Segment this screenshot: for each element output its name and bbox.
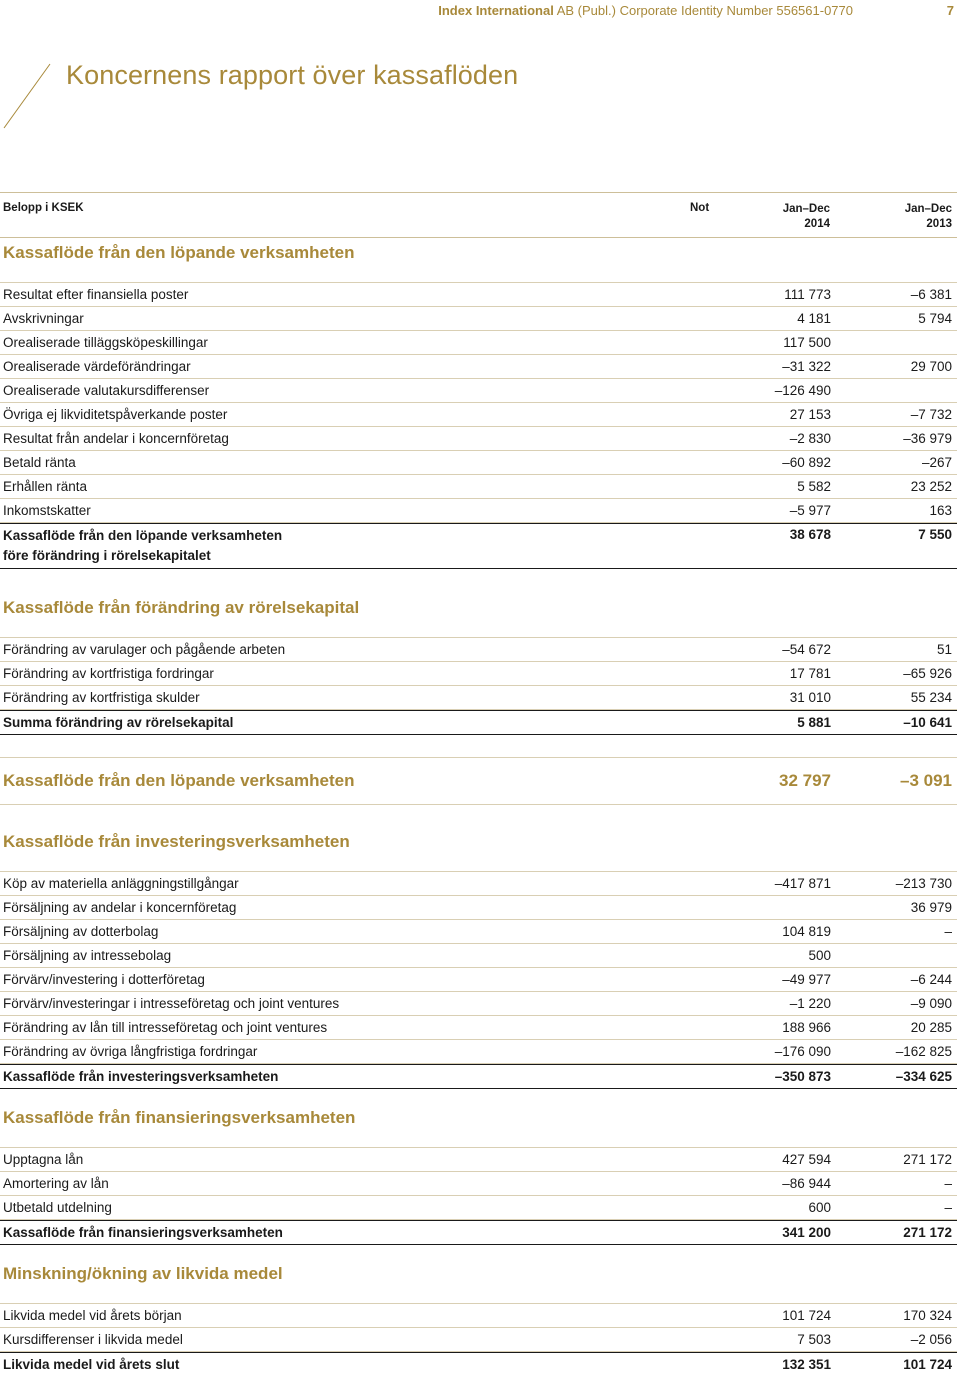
value-2014: 341 200 — [782, 1225, 831, 1240]
section-title-working-capital: Kassaflöde från förändring av rörelsekapital — [0, 593, 957, 638]
operating-rows — [0, 283, 957, 523]
value-2013: –9 090 — [910, 996, 952, 1011]
row-label: Erhållen ränta — [3, 479, 88, 494]
row-label: Förändring av övriga långfristiga fordringar — [3, 1044, 258, 1059]
value-2014: 104 819 — [782, 924, 831, 939]
table-row — [0, 427, 957, 451]
investing-total-row — [0, 1064, 957, 1089]
value-2014: 132 351 — [782, 1357, 831, 1372]
column-2014-period: Jan–Dec — [782, 203, 830, 215]
operating-subtotal-row — [0, 523, 957, 569]
value-2013: 23 252 — [910, 479, 952, 494]
value-2014: –60 892 — [782, 455, 831, 470]
table-row — [0, 944, 957, 968]
value-2013: 55 234 — [910, 690, 952, 705]
table-row — [0, 896, 957, 920]
value-2013: 29 700 — [910, 359, 952, 374]
row-label: Förändring av lån till intresseföretag och joint ventures — [3, 1020, 328, 1035]
table-row — [0, 451, 957, 475]
company-id: AB (Publ.) Corporate Identity Number 556561-0770 — [553, 3, 853, 18]
value-2014: –417 871 — [774, 876, 831, 891]
value-2014: 17 781 — [789, 666, 831, 681]
value-2013: –6 244 — [910, 972, 952, 987]
table-row — [0, 638, 957, 662]
value-2014: 4 181 — [797, 311, 831, 326]
table-row — [0, 283, 957, 307]
value-2014: 38 678 — [789, 527, 831, 542]
table-row — [0, 872, 957, 896]
section-title-financing: Kassaflöde från finansieringsverksamheten — [0, 1103, 957, 1148]
value-2013: –267 — [921, 455, 952, 470]
row-label: Förvärv/investeringar i intresseföretag och joint ventures — [3, 996, 340, 1011]
table-row — [0, 686, 957, 710]
value-2013: –334 625 — [895, 1069, 952, 1084]
investing-rows — [0, 872, 957, 1064]
value-2014: 32 797 — [779, 771, 831, 790]
value-2014: 101 724 — [782, 1308, 831, 1323]
row-label: Inkomstskatter — [3, 503, 91, 518]
value-2014: 7 503 — [797, 1332, 831, 1347]
value-2014: 427 594 — [782, 1152, 831, 1167]
subtotal-label-line1: Kassaflöde från den löpande verksamheten — [3, 528, 283, 543]
value-2014: –5 977 — [789, 503, 831, 518]
table-row — [0, 499, 957, 523]
row-label: Övriga ej likviditetspåverkande poster — [3, 407, 228, 422]
value-2013: 101 724 — [903, 1357, 952, 1372]
page-number: 7 — [946, 3, 954, 18]
row-label: Kassaflöde från investeringsverksamheten — [3, 1069, 279, 1084]
company-line — [438, 3, 853, 18]
table-row — [0, 475, 957, 499]
value-2013: 163 — [929, 503, 952, 518]
column-2013 — [905, 202, 952, 232]
table-row — [0, 968, 957, 992]
financing-rows — [0, 1148, 957, 1220]
row-label: Kassaflöde från finansieringsverksamheten — [3, 1225, 283, 1240]
value-2013: – — [944, 924, 952, 939]
cash-flow-statement — [0, 192, 957, 1376]
column-2014-year: 2014 — [804, 218, 830, 230]
value-2014: 188 966 — [782, 1020, 831, 1035]
row-label: Orealiserade värdeförändringar — [3, 359, 191, 374]
value-2013: 5 794 — [918, 311, 952, 326]
table-row — [0, 1040, 957, 1064]
row-label: Amortering av lån — [3, 1176, 109, 1191]
row-label: Avskrivningar — [3, 311, 84, 326]
table-row — [0, 1172, 957, 1196]
cash-total-row — [0, 1352, 957, 1376]
amount-unit-label: Belopp i KSEK — [3, 202, 84, 214]
value-2013: –6 381 — [910, 287, 952, 302]
value-2013: –3 091 — [900, 771, 952, 790]
section-title-cash: Minskning/ökning av likvida medel — [0, 1259, 957, 1304]
financing-total-row — [0, 1220, 957, 1245]
column-2013-year: 2013 — [926, 218, 952, 230]
value-2013: –36 979 — [903, 431, 952, 446]
value-2014: 600 — [808, 1200, 831, 1215]
row-label: Köp av materiella anläggningstillgångar — [3, 876, 239, 891]
value-2014: –126 490 — [774, 383, 831, 398]
row-label: Kursdifferenser i likvida medel — [3, 1332, 183, 1347]
table-row — [0, 1196, 957, 1220]
value-2013: –10 641 — [903, 715, 952, 730]
table-row — [0, 355, 957, 379]
column-2014 — [783, 202, 830, 232]
value-2014: –86 944 — [782, 1176, 831, 1191]
value-2013: 271 172 — [903, 1152, 952, 1167]
row-label: Förändring av kortfristiga skulder — [3, 690, 200, 705]
row-label: Utbetald utdelning — [3, 1200, 112, 1215]
row-label: Försäljning av dotterbolag — [3, 924, 159, 939]
value-2014: 5 582 — [797, 479, 831, 494]
row-label: Orealiserade valutakursdifferenser — [3, 383, 210, 398]
operating-total-row — [0, 757, 957, 805]
row-label: Resultat från andelar i koncernföretag — [3, 431, 229, 446]
value-2014: –1 220 — [789, 996, 831, 1011]
value-2014: 500 — [808, 948, 831, 963]
value-2014: 5 881 — [797, 715, 831, 730]
section-title-investing: Kassaflöde från investeringsverksamheten — [0, 827, 957, 872]
decorative-slash-icon — [2, 62, 52, 130]
row-label: Försäljning av andelar i koncernföretag — [3, 900, 237, 915]
value-2014: –54 672 — [782, 642, 831, 657]
table-row — [0, 1328, 957, 1352]
page-header — [0, 3, 957, 21]
value-2013: – — [944, 1176, 952, 1191]
table-row — [0, 403, 957, 427]
row-label — [3, 526, 282, 566]
table-row — [0, 1016, 957, 1040]
row-label: Orealiserade tilläggsköpeskillingar — [3, 335, 208, 350]
value-2014: 31 010 — [789, 690, 831, 705]
value-2014: 27 153 — [789, 407, 831, 422]
table-row — [0, 992, 957, 1016]
row-label: Förändring av kortfristiga fordringar — [3, 666, 214, 681]
value-2013: –162 825 — [895, 1044, 952, 1059]
note-column-label: Not — [690, 202, 710, 214]
value-2013: – — [944, 1200, 952, 1215]
working-capital-rows — [0, 638, 957, 710]
subtotal-label-line2: före förändring i rörelsekapitalet — [3, 548, 211, 563]
value-2013: 170 324 — [903, 1308, 952, 1323]
value-2014: 117 500 — [783, 335, 831, 350]
value-2013: –2 056 — [910, 1332, 952, 1347]
value-2013: 271 172 — [903, 1225, 952, 1240]
value-2014: –49 977 — [782, 972, 831, 987]
row-label: Förändring av varulager och pågående arbeten — [3, 642, 286, 657]
value-2013: –7 732 — [910, 407, 952, 422]
column-header — [0, 192, 957, 238]
row-label: Förvärv/investering i dotterföretag — [3, 972, 205, 987]
value-2013: 36 979 — [910, 900, 952, 915]
column-2013-period: Jan–Dec — [904, 203, 952, 215]
row-label: Betald ränta — [3, 455, 76, 470]
row-label: Kassaflöde från den löpande verksamheten — [3, 771, 355, 790]
table-row — [0, 307, 957, 331]
cash-rows — [0, 1304, 957, 1352]
value-2013: –65 926 — [903, 666, 952, 681]
value-2013: 20 285 — [910, 1020, 952, 1035]
value-2013: –213 730 — [895, 876, 952, 891]
table-row — [0, 331, 957, 355]
value-2013: 7 550 — [918, 527, 952, 542]
value-2013: 51 — [936, 642, 952, 657]
row-label: Summa förändring av rörelsekapital — [3, 715, 234, 730]
table-row — [0, 379, 957, 403]
working-capital-total-row — [0, 710, 957, 735]
value-2014: –350 873 — [774, 1069, 831, 1084]
section-title-operating: Kassaflöde från den löpande verksamheten — [0, 238, 957, 283]
value-2014: –2 830 — [789, 431, 831, 446]
row-label: Upptagna lån — [3, 1152, 84, 1167]
table-row — [0, 662, 957, 686]
row-label: Likvida medel vid årets början — [3, 1308, 182, 1323]
page-title: Koncernens rapport över kassaflöden — [66, 60, 519, 90]
table-row — [0, 1148, 957, 1172]
value-2014: –176 090 — [774, 1044, 831, 1059]
table-row — [0, 1304, 957, 1328]
company-name: Index International — [438, 3, 554, 18]
row-label: Likvida medel vid årets slut — [3, 1357, 180, 1372]
value-2014: –31 322 — [782, 359, 831, 374]
value-2014: 111 773 — [784, 287, 831, 302]
row-label: Resultat efter finansiella poster — [3, 287, 189, 302]
row-label: Försäljning av intressebolag — [3, 948, 172, 963]
table-row — [0, 920, 957, 944]
